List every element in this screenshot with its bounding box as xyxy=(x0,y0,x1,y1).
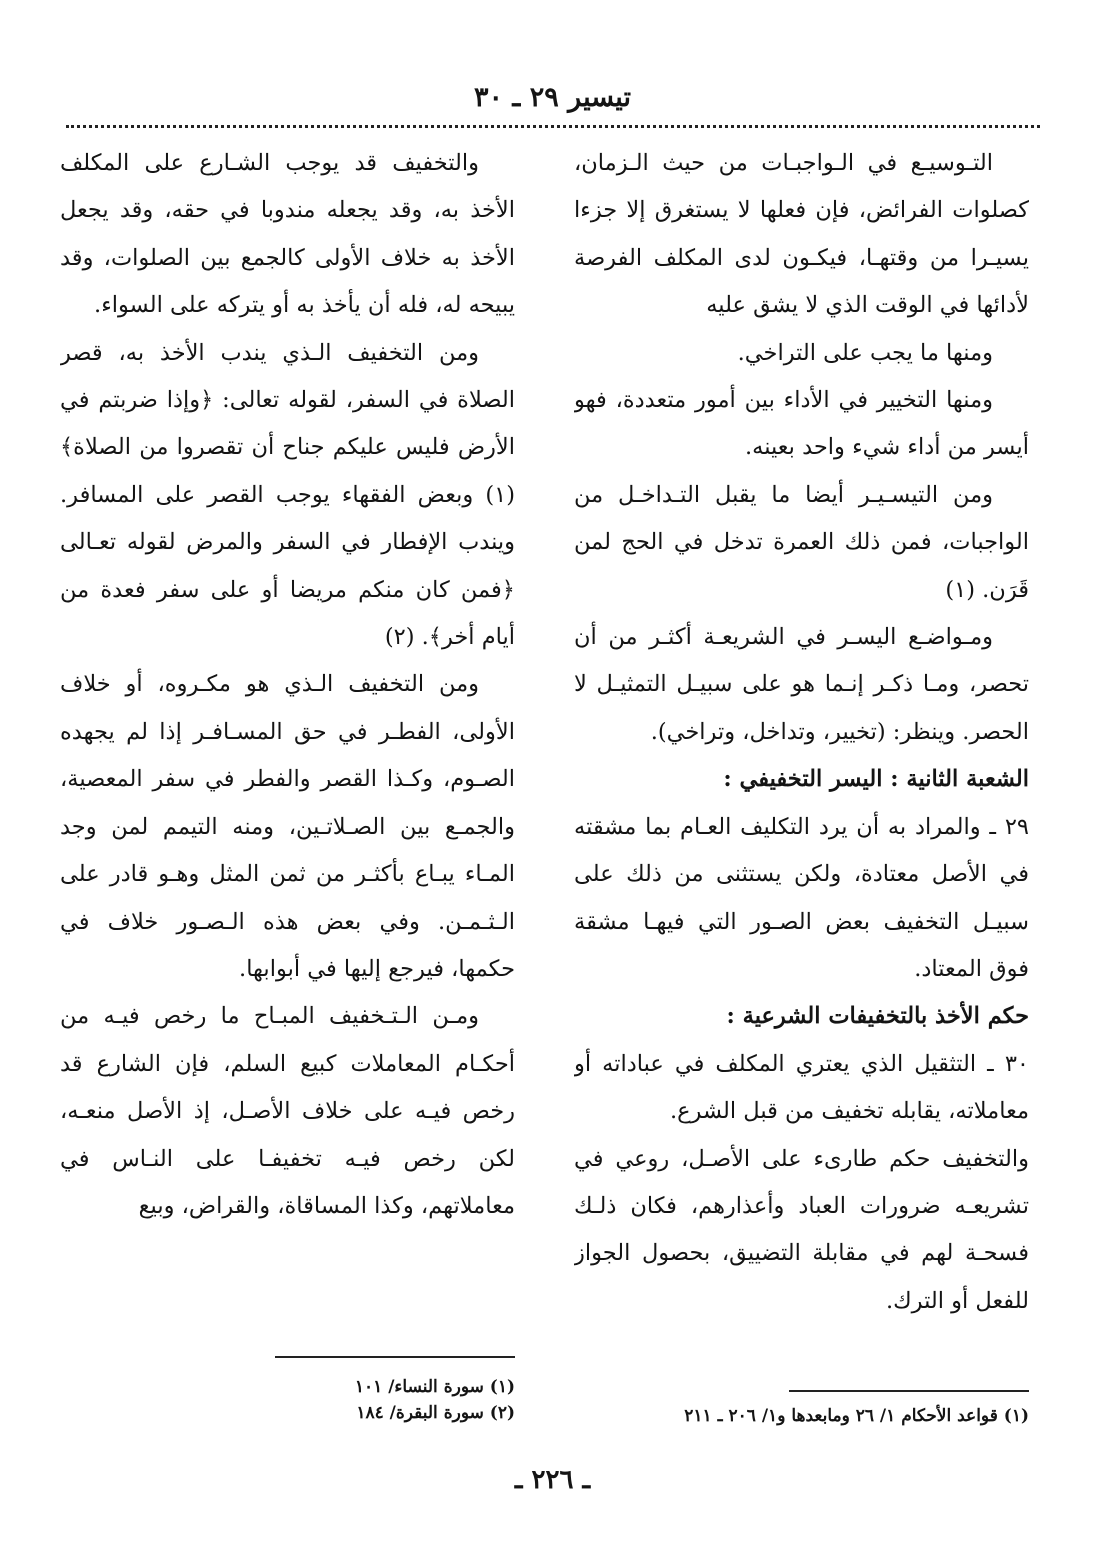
footnote-item: (١) سورة النساء/ ١٠١ xyxy=(354,1377,515,1397)
paragraph-takhfif-types: والتخفيف قد يوجب الشـارع على المكلف الأخذ به، وقد يجعله مندوبا في حقه، وقد يجعل الأخذ به خلاف الأولى كالجمع بين الصلوات، وقد يبيحه له، فله أن يأخذ به أو يتركه على السواء. xyxy=(60,150,515,319)
paragraph-30: ٣٠ ـ التثقيل الذي يعتري المكلف في عباداته أو معاملاته، يقابله تخفيف من قبل الشرع. xyxy=(574,1050,1029,1125)
paragraph-mawadi: ومـواضـع اليسـر في الشريعـة أكثـر من أن تحصر، ومـا ذكـر إنـما هو على سبيـل التمثيـل لا الحصر. وينظر: (تخيير، وتداخل، وتراخي). xyxy=(574,624,1029,745)
paragraph-takhfif-hukm: والتخفيف حكم طارىء على الأصـل، روعي في تشريعـه ضرورات العباد وأعذارهم، فكان ذلـك فسحـة لهم في مقابلة التضييق، بحصول الجواز للفعل أو الترك. xyxy=(574,1145,1029,1314)
page-header: تيسير ٢٩ ـ ٣٠ xyxy=(474,82,631,113)
header-divider xyxy=(66,125,1040,128)
paragraph-makruh: ومن التخفيف الـذي هو مكـروه، أو خلاف الأولى، الفطـر في حق المسـافـر إذا لم يجهده الصـوم، وكـذا القصر والفطر في سفر المعصية، والجمـع بين الصـلاتـين، ومنه التيمم لمن وجد المـاء يبـاع بأكثـر من ثمن المثل وهـو قادر على الـثـمـن. وفي بعض هذه الـصـور خلاف في حكمها، فيرجع إليها في أبوابها. xyxy=(60,671,515,982)
footnotes-right xyxy=(569,1403,1029,1429)
paragraph-takhyir: ومنها التخيير في الأداء بين أمور متعددة، فهو أيسر من أداء شيء واحد بعينه. xyxy=(574,387,1029,461)
page-number: ـ ٢٢٦ ـ xyxy=(514,1465,591,1495)
paragraph-29: ٢٩ ـ والمراد به أن يرد التكليف العـام بما مشقته في الأصل معتادة، ولكن يستثنى من ذلك على سبيـل التخفيف بعض الصـور التي فيهـا مشقة فوق المعتاد. xyxy=(574,813,1029,982)
right-column xyxy=(574,140,1029,1370)
paragraph-mubah: ومـن الـتـخفيف المبـاح ما رخص فيـه من أحكـام المعاملات كبيع السلم، فإن الشارع قد رخص فيـه على خلاف الأصـل، إذ الأصل منعـه، لكن رخص فيـه تخفيفـا على النـاس في معاملاتهم، وكذا المساقاة، والقراض، وبيع xyxy=(60,1003,515,1219)
paragraph-mandub: ومن التخفيف الـذي يندب الأخذ به، قصر الصلاة في السفر، لقوله تعالى: ﴿وإذا ضربتم في الأرض فليس عليكم جناح أن تقصروا من الصلاة﴾ (١) وبعض الفقهاء يوجب القصر على المسافر. ويندب الإفطار في السفر والمرض لقوله تعـالى ﴿فمن كان منكم مريضا أو على سفر فعدة من أيام أخر﴾. (٢) xyxy=(60,339,515,651)
footnote-item: (١) قواعد الأحكام ١/ ٢٦ ومابعدها و١/ ٢٠٦ ـ ٢١١ xyxy=(684,1406,1029,1426)
footnote-divider-left xyxy=(275,1356,515,1358)
paragraph-expansion: التـوسيـع في الـواجبـات من حيث الـزمان، كصلوات الفرائض، فإن فعلها لا يستغرق إلا جزءا يسيـرا من وقتهـا، فيكـون لدى المكلف الفرصة لأدائها في الوقت الذي لا يشق عليه xyxy=(574,150,1029,319)
paragraph-tadakhul: ومن التيسـيـر أيضا ما يقبل التـداخـل من الواجبات، فمن ذلك العمرة تدخل في الحج لمن قَرَن. (١) xyxy=(574,481,1029,603)
footnote-item: (٢) سورة البقرة/ ١٨٤ xyxy=(356,1403,515,1423)
footnotes-left xyxy=(115,1374,515,1426)
paragraph-tarakhi: ومنها ما يجب على التراخي. xyxy=(737,339,993,366)
left-column xyxy=(60,140,515,1370)
section-heading-ruling: حكم الأخذ بالتخفيفات الشرعية : xyxy=(726,1003,1029,1030)
section-heading-second-branch: الشعبة الثانية : اليسر التخفيفي : xyxy=(723,766,1029,793)
footnote-divider-right xyxy=(789,1390,1029,1392)
